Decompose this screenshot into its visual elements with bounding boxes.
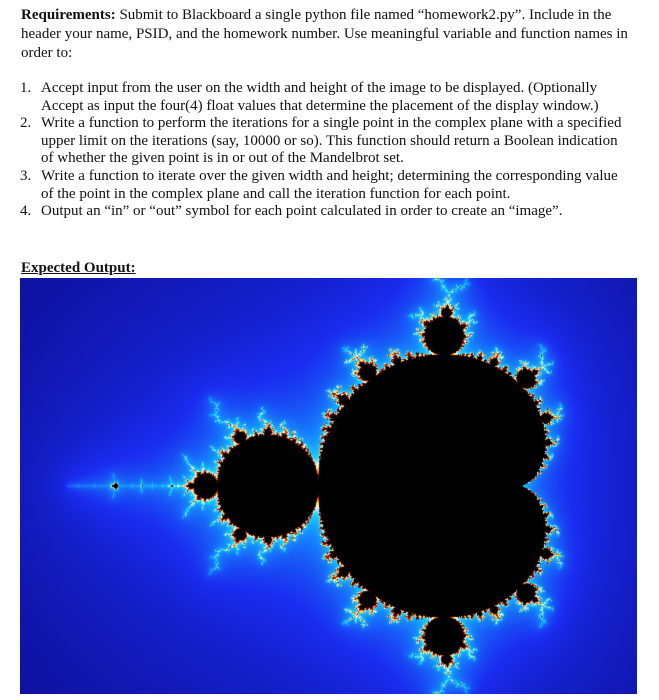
list-item	[20, 80, 632, 115]
step-text: Write a function to iterate over the given width and height; determining the corresponding value of the point in the complex plane and call the iteration function for each point.	[41, 167, 618, 202]
mandelbrot-image	[20, 278, 637, 694]
list-item	[20, 203, 632, 221]
requirements-text: Submit to Blackboard a single python file named “homework2.py”. Include in the header your name, PSID, and the homework number. Use meaningful variable and function names in order to:	[21, 7, 628, 61]
list-item	[20, 115, 632, 168]
expected-output-heading: Expected Output:	[21, 260, 136, 276]
steps-list	[20, 80, 632, 221]
step-number: 2.	[20, 115, 32, 132]
mandelbrot-canvas	[20, 278, 637, 694]
step-text: Output an “in” or “out” symbol for each point calculated in order to create an “image”.	[41, 203, 563, 220]
requirements-paragraph	[21, 6, 631, 63]
list-item	[20, 168, 632, 203]
step-text: Accept input from the user on the width and height of the image to be displayed. (Optionally Accept as input the four(4) float values that determine the placement of the display window.)	[41, 80, 599, 114]
step-text: Write a function to perform the iterations for a single point in the complex plane with a specified upper limit on the iterations (say, 10000 or so). This function should return a Boolean indication of whether the given point is in or out of the Mandelbrot set.	[41, 115, 622, 167]
step-number: 3.	[20, 167, 32, 184]
step-number: 4.	[20, 203, 32, 220]
requirements-label: Requirements:	[21, 7, 116, 23]
step-number: 1.	[20, 80, 32, 96]
